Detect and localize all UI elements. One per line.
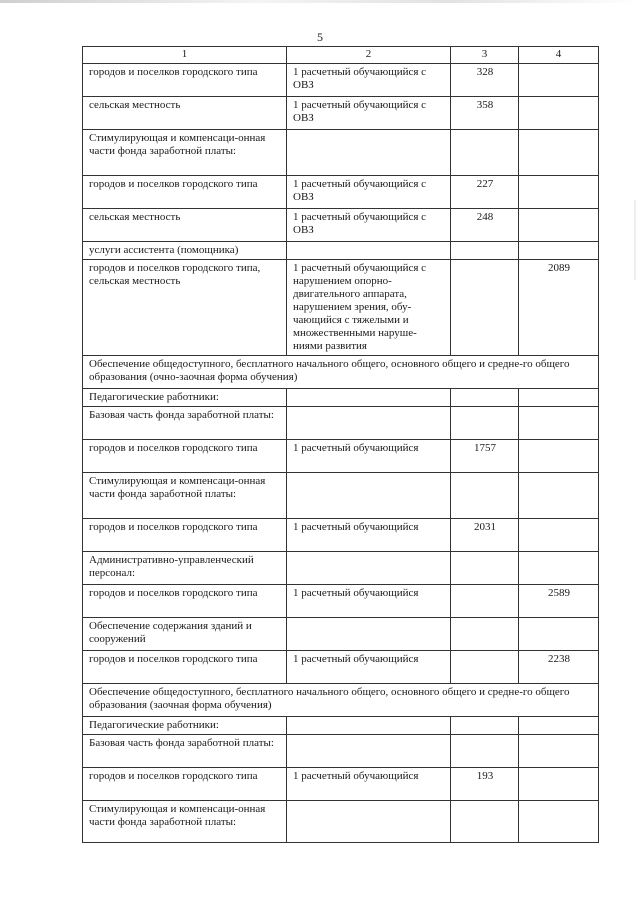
section-title-cell: Обеспечение общедоступного, бесплатного начального общего, основного общего и средне-го общего образования (заочная форма обучения)	[83, 684, 599, 717]
unit-cell	[287, 717, 451, 735]
table-row	[83, 651, 599, 684]
table-row	[83, 389, 599, 407]
indicator-cell: городов и поселков городского типа	[83, 651, 287, 684]
value-col4-cell	[519, 717, 599, 735]
indicator-cell: Базовая часть фонда заработной платы:	[83, 407, 287, 440]
document-table	[82, 46, 599, 843]
value-col4-cell	[519, 735, 599, 768]
indicator-cell: сельская местность	[83, 209, 287, 242]
page-number: 5	[317, 30, 323, 44]
unit-cell	[287, 407, 451, 440]
header-cell-4: 4	[519, 47, 599, 64]
value-col4-cell	[519, 130, 599, 176]
value-col3-cell	[451, 389, 519, 407]
unit-cell: 1 расчетный обучающийся	[287, 651, 451, 684]
value-col4-cell	[519, 519, 599, 552]
value-col3-cell	[451, 130, 519, 176]
value-col4-cell	[519, 801, 599, 843]
unit-cell: 1 расчетный обучающийся с ОВЗ	[287, 209, 451, 242]
value-col3-cell	[451, 407, 519, 440]
section-title-cell: Обеспечение общедоступного, бесплатного начального общего, основного общего и средне-го общего образования (очно-заочная форма обучения)	[83, 356, 599, 389]
table-row	[83, 407, 599, 440]
scan-edge	[0, 0, 640, 3]
value-col4-cell: 2589	[519, 585, 599, 618]
value-col3-cell	[451, 473, 519, 519]
indicator-cell: городов и поселков городского типа, сельская местность	[83, 260, 287, 356]
indicator-cell: Педагогические работники:	[83, 389, 287, 407]
indicator-cell: Стимулирующая и компенсаци-онная части фонда заработной платы:	[83, 801, 287, 843]
indicator-cell: Педагогические работники:	[83, 717, 287, 735]
value-col3-cell	[451, 735, 519, 768]
value-col4-cell	[519, 552, 599, 585]
value-col4-cell	[519, 407, 599, 440]
value-col3-cell	[451, 717, 519, 735]
table-row	[83, 552, 599, 585]
value-col3-cell	[451, 618, 519, 651]
value-col3-cell: 248	[451, 209, 519, 242]
value-col4-cell	[519, 209, 599, 242]
scan-side-mark	[634, 200, 636, 280]
indicator-cell: городов и поселков городского типа	[83, 440, 287, 473]
value-col3-cell: 328	[451, 64, 519, 97]
value-col3-cell: 2031	[451, 519, 519, 552]
table-row	[83, 260, 599, 356]
table-row	[83, 64, 599, 97]
table-row	[83, 176, 599, 209]
section-row	[83, 684, 599, 717]
value-col4-cell	[519, 473, 599, 519]
header-cell-3: 3	[451, 47, 519, 64]
value-col3-cell	[451, 260, 519, 356]
table-row	[83, 209, 599, 242]
table-row	[83, 473, 599, 519]
table-row	[83, 801, 599, 843]
table-row	[83, 130, 599, 176]
value-col4-cell	[519, 440, 599, 473]
value-col4-cell: 2089	[519, 260, 599, 356]
unit-cell: 1 расчетный обучающийся с ОВЗ	[287, 176, 451, 209]
value-col3-cell: 193	[451, 768, 519, 801]
table-row	[83, 242, 599, 260]
unit-cell: 1 расчетный обучающийся с ОВЗ	[287, 97, 451, 130]
table-row	[83, 585, 599, 618]
value-col3-cell: 1757	[451, 440, 519, 473]
indicator-cell: сельская местность	[83, 97, 287, 130]
value-col4-cell	[519, 64, 599, 97]
indicator-cell: городов и поселков городского типа	[83, 585, 287, 618]
unit-cell	[287, 242, 451, 260]
table-row	[83, 519, 599, 552]
value-col4-cell	[519, 97, 599, 130]
table-row	[83, 440, 599, 473]
unit-cell	[287, 389, 451, 407]
value-col3-cell: 227	[451, 176, 519, 209]
table-row	[83, 618, 599, 651]
indicator-cell: городов и поселков городского типа	[83, 519, 287, 552]
table-row	[83, 97, 599, 130]
table-row	[83, 768, 599, 801]
unit-cell	[287, 130, 451, 176]
indicator-cell: Стимулирующая и компенсаци-онная части фонда заработной платы:	[83, 130, 287, 176]
unit-cell	[287, 618, 451, 651]
value-col3-cell	[451, 552, 519, 585]
header-cell-1: 1	[83, 47, 287, 64]
unit-cell: 1 расчетный обучающийся	[287, 585, 451, 618]
indicator-cell: городов и поселков городского типа	[83, 64, 287, 97]
indicator-cell: Обеспечение содержания зданий и сооружений	[83, 618, 287, 651]
value-col4-cell	[519, 618, 599, 651]
value-col4-cell	[519, 768, 599, 801]
unit-cell	[287, 735, 451, 768]
table-header-row	[83, 47, 599, 64]
value-col3-cell	[451, 585, 519, 618]
table-row	[83, 735, 599, 768]
section-row	[83, 356, 599, 389]
value-col3-cell	[451, 242, 519, 260]
unit-cell	[287, 552, 451, 585]
value-col4-cell: 2238	[519, 651, 599, 684]
unit-cell	[287, 473, 451, 519]
value-col4-cell	[519, 242, 599, 260]
indicator-cell: городов и поселков городского типа	[83, 176, 287, 209]
table-row	[83, 717, 599, 735]
header-cell-2: 2	[287, 47, 451, 64]
value-col3-cell	[451, 651, 519, 684]
indicator-cell: Стимулирующая и компенсаци-онная части фонда заработной платы:	[83, 473, 287, 519]
unit-cell: 1 расчетный обучающийся с ОВЗ	[287, 64, 451, 97]
indicator-cell: Административно-управленческий персонал:	[83, 552, 287, 585]
indicator-cell: услуги ассистента (помощника)	[83, 242, 287, 260]
unit-cell: 1 расчетный обучающийся	[287, 519, 451, 552]
unit-cell: 1 расчетный обучающийся	[287, 768, 451, 801]
unit-cell: 1 расчетный обучающийся	[287, 440, 451, 473]
value-col3-cell	[451, 801, 519, 843]
value-col3-cell: 358	[451, 97, 519, 130]
unit-cell: 1 расчетный обучающийся с нарушением опорно-двигательного аппарата, нарушением зрения, обу-чающийся с тяжелыми и множественными наруше-ниями развития	[287, 260, 451, 356]
unit-cell	[287, 801, 451, 843]
indicator-cell: Базовая часть фонда заработной платы:	[83, 735, 287, 768]
indicator-cell: городов и поселков городского типа	[83, 768, 287, 801]
value-col4-cell	[519, 176, 599, 209]
value-col4-cell	[519, 389, 599, 407]
